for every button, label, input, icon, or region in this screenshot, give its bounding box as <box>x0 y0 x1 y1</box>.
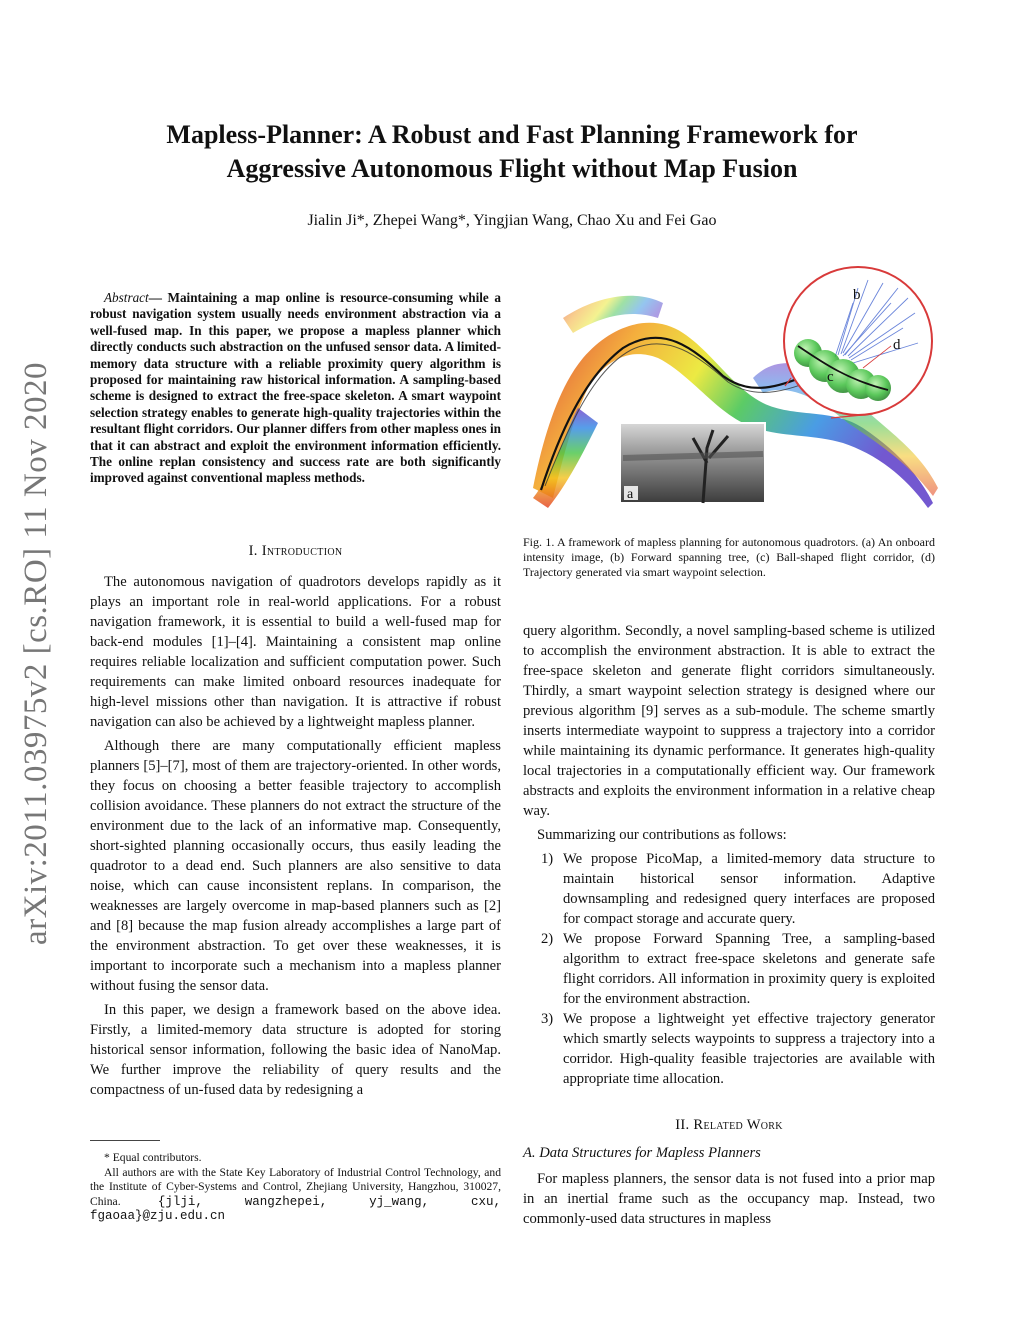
label-d: d <box>893 337 901 353</box>
contribution-item <box>523 849 935 929</box>
section-title: Related Work <box>693 1117 783 1133</box>
figure-1-caption: Fig. 1. A framework of mapless planning for autonomous quadrotors. (a) An onboard intensity image, (b) Forward spanning tree, (c) Ball-shaped flight corridor, (d) Trajectory generated via smart waypoint selection. <box>523 535 935 580</box>
arxiv-stamp <box>18 345 58 945</box>
subsection-heading-data-structures: A. Data Structures for Mapless Planners <box>523 1145 761 1161</box>
section-number: II. <box>675 1117 690 1133</box>
contribution-text: We propose a lightweight yet effective trajectory generator which smartly selects waypoints to suppress a trajectory into a corridor. High-quality feasible trajectories are available with appropriate time allocation. <box>563 1011 935 1087</box>
intro-paragraph-3: In this paper, we design a framework based on the above idea. Firstly, a limited-memory data structure is adopted for storing historical sensor information, following the basic idea of NanoMap. We further improve the reliability of query results and the compactness of un-fused data by redesigning a <box>90 1002 501 1098</box>
footnote-affiliation: All authors are with the State Key Laboratory of Industrial Control Technology, and the Institute of Cyber-Systems and Control, Zhejiang University, Hangzhou, 310027, China. <box>90 1165 501 1208</box>
contribution-number: 1) <box>541 851 554 867</box>
abstract-text: — Maintaining a map online is resource-consuming while a robust navigation system usually needs environment abstraction via a well-fused map. In this paper, we propose a mapless planner which directly conducts such abstraction on the unfused sensor data. A limited-memory data structure with a reliable proximity query algorithm is proposed for maintaining raw historical information. A sampling-based scheme is designed to extract the free-space skeleton. A smart waypoint selection strategy enables to generate high-quality trajectories within the resultant flight corridors. Our planner differs from other mapless ones in that it can abstract and exploit the environment information efficiently. The online replan consistency and success rate are both significantly improved against conventional mapless methods. <box>90 290 501 486</box>
footnote-equal: * Equal contributors. <box>104 1151 202 1164</box>
paper-title <box>0 118 1024 186</box>
figure-1 <box>523 258 939 520</box>
intro-paragraph-5: Summarizing our contributions as follows: <box>537 827 787 843</box>
intro-left-column <box>90 572 501 1100</box>
author-list: Jialin Ji*, Zhepei Wang*, Yingjian Wang, Chao Xu and Fei Gao <box>307 212 717 229</box>
title-line-2: Aggressive Autonomous Flight without Map Fusion <box>226 154 798 183</box>
intro-right-column <box>523 621 935 1089</box>
contribution-text: We propose PicoMap, a limited-memory data structure to maintain historical sensor information. Adaptive downsampling and redesigned query interfaces are proposed for compact storage and accurate query. <box>563 851 935 927</box>
title-line-1: Mapless-Planner: A Robust and Fast Planning Framework for <box>166 120 858 149</box>
intensity-image-inset <box>620 423 765 503</box>
contribution-number: 3) <box>541 1011 554 1027</box>
contributions-list <box>523 849 935 1089</box>
footnote-rule <box>90 1140 160 1141</box>
footnote <box>90 1151 501 1224</box>
contribution-number: 2) <box>541 931 554 947</box>
section-title: Introduction <box>261 543 343 559</box>
abstract <box>90 290 501 487</box>
label-c: c <box>827 369 834 385</box>
intro-paragraph-1: The autonomous navigation of quadrotors develops rapidly as it plays an important role in real-world applications. For a robust navigation framework, it is essential to build a well-fused map for back-end modules [1]–[4]. Maintaining a consistent map online requires reliable localization and sufficient computation power. Such requirements can make limited onboard resources inadequate for high-level missions other than navigation. It is attractive if robust navigation can also be achieved by a lightweight mapless planner. <box>90 574 501 730</box>
section-heading-related-work <box>523 1117 935 1134</box>
section-number: I. <box>248 543 258 559</box>
figure-1-illustration <box>523 258 939 520</box>
intro-paragraph-2: Although there are many computationally efficient mapless planners [5]–[7], most of them are trajectory-oriented. In other words, they focus on choosing a better feasible trajectory to accomplish collision avoidance. These planners do not extract the structure of the environment due to the lack of an informative map. Consequently, short-sighted planning occasionally occurs, thus easily leading the quadrotor to a dead end. Such planners are also sensitive to data noise, which can cause inconsistent replans. In comparison, the weaknesses are largely overcome in map-based planners such as [2] and [8] because the map fusion already accomplishes a large part of the environment abstraction. To get over these weaknesses, it is important to incorporate such a mechanism into a mapless planner without fusing the sensor data. <box>90 738 501 994</box>
contribution-text: We propose Forward Spanning Tree, a sampling-based algorithm to extract free-space skeletons and generate safe flight corridors. All information in proximity query is exploited for the environment abstraction. <box>563 931 935 1007</box>
inset-trees-bg <box>623 454 763 458</box>
contribution-item <box>523 929 935 1009</box>
related-paragraph-1: For mapless planners, the sensor data is not fused into a prior map in an inertial frame such as the occupancy map. Instead, two commonly-used data structures in mapless <box>523 1171 935 1227</box>
intro-paragraph-4: query algorithm. Secondly, a novel sampling-based scheme is utilized to accomplish the environment abstraction. It is able to extract the free-space skeleton and generate flight corridors simultaneously. Thirdly, a smart waypoint selection strategy is designed where our previous algorithm [9] serves as a sub-module. The scheme smartly inserts intermediate waypoint to suppress a trajectory into a corridor while maintaining its dynamic performance. It generates high-quality local trajectories in a computationally efficient way. Our framework abstracts and exploits the environment information in a relative cheap way. <box>523 623 935 819</box>
contribution-item <box>523 1009 935 1089</box>
label-b: b <box>853 287 861 303</box>
footnote-emails: {jlji, wangzhepei, yj_wang, cxu, fgaoaa}@zju.edu.cn <box>90 1194 501 1224</box>
arxiv-id: arXiv:2011.03975v2 [cs.RO] 11 Nov 2020 <box>18 362 54 945</box>
abstract-label: Abstract <box>104 290 149 305</box>
related-work-text <box>523 1169 935 1229</box>
section-heading-introduction <box>90 543 501 560</box>
label-a: a <box>627 487 634 502</box>
